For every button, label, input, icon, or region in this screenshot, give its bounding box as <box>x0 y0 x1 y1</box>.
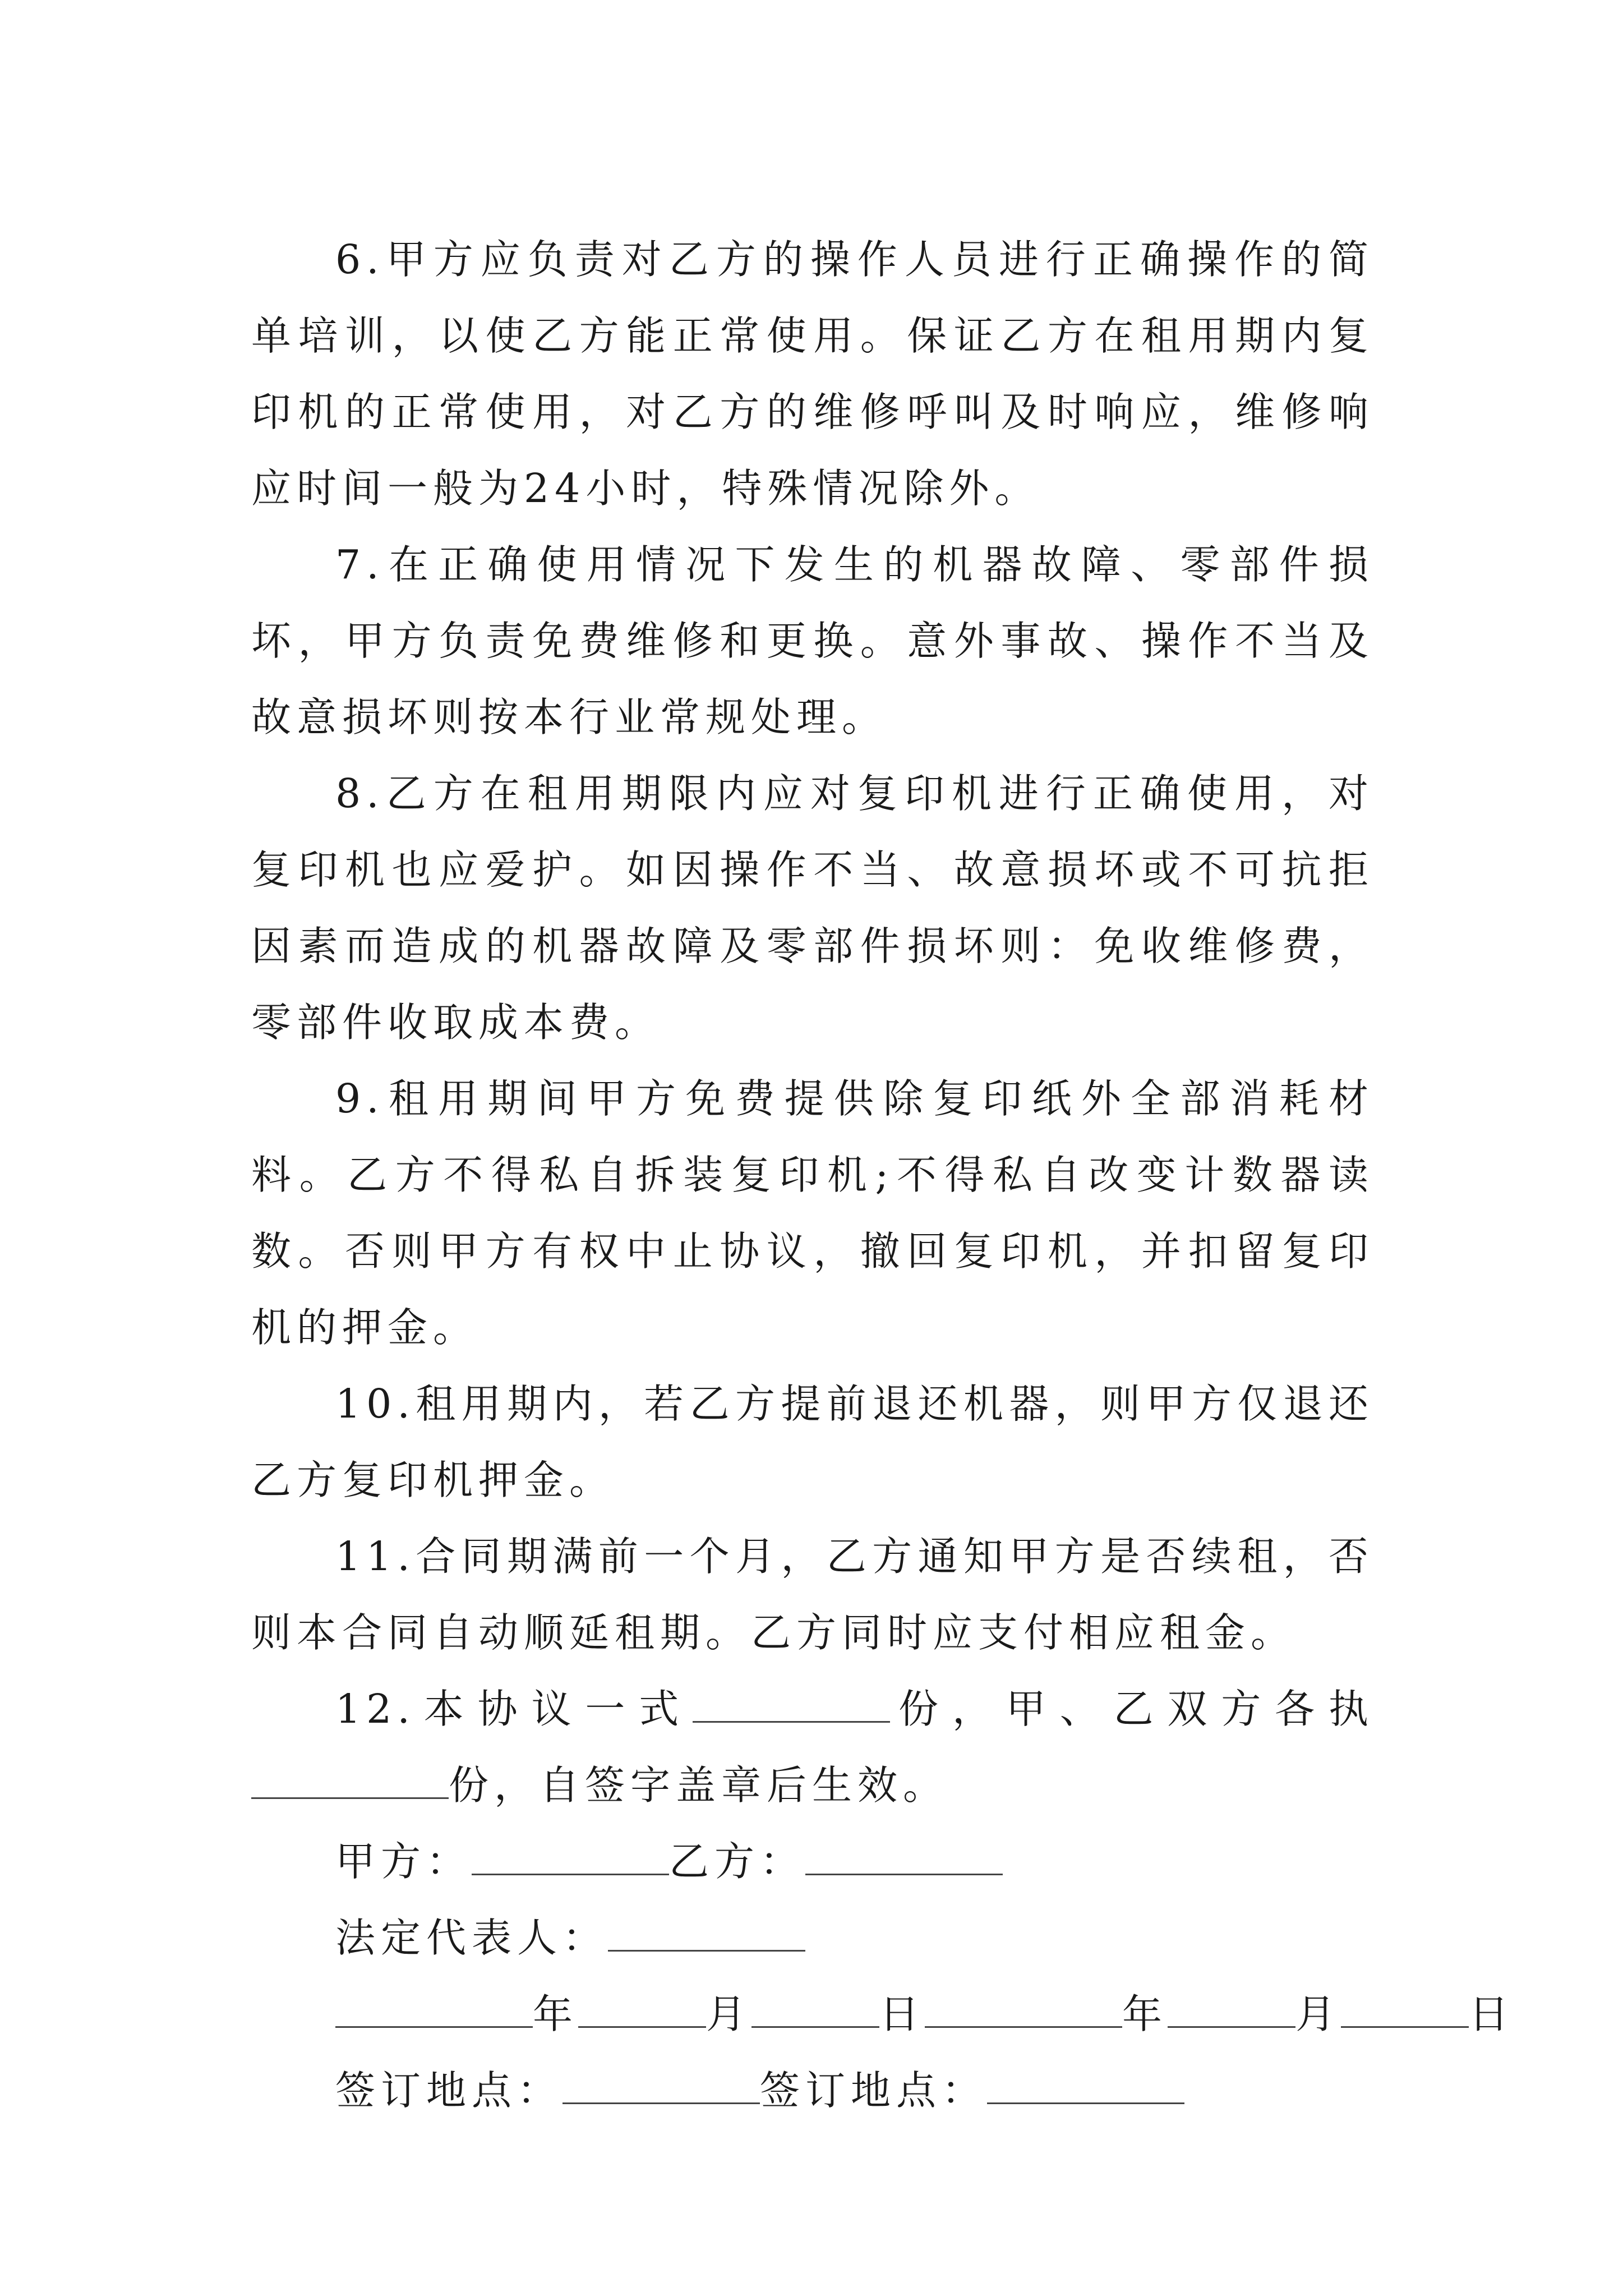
clause-6: 6.甲方应负责对乙方的操作人员进行正确操作的简单培训，以使乙方能正常使用。保证乙方在租用期内复印机的正常使用，对乙方的维修呼叫及时响应，维修响应时间一般为24小时，特殊情况除外。 <box>251 236 1374 512</box>
legal-rep-line <box>251 1900 1374 1976</box>
date-a-year-blank <box>335 1990 533 2028</box>
clause-7: 7.在正确使用情况下发生的机器故障、零部件损坏，甲方负责免费维修和更换。意外事故、操作不当及故意损坏则按本行业常规处理。 <box>251 541 1374 740</box>
clause-12 <box>251 1671 1374 1824</box>
date-b-day-label: 日 <box>1469 1991 1515 2037</box>
date-b-year-label: 年 <box>1122 1991 1168 2037</box>
date-a-day-label: 日 <box>879 1991 925 2037</box>
date-b-day-blank <box>1341 1990 1469 2028</box>
party-b-blank <box>805 1838 1003 1875</box>
date-b-year-blank <box>925 1990 1122 2028</box>
party-a-blank <box>472 1838 669 1875</box>
date-a-day-blank <box>751 1990 879 2028</box>
legal-rep-label: 法定代表人： <box>335 1915 608 1961</box>
party-b-label: 乙方： <box>669 1838 806 1885</box>
signing-place-line <box>251 2053 1374 2129</box>
clause-10: 10.租用期内，若乙方提前退还机器，则甲方仅退还乙方复印机押金。 <box>251 1381 1374 1503</box>
date-a-year-label: 年 <box>533 1991 579 2037</box>
date-a-month-label: 月 <box>706 1991 752 2037</box>
clause-8: 8.乙方在租用期限内应对复印机进行正确使用，对复印机也应爱护。如因操作不当、故意损坏或不可抗拒因素而造成的机器故障及零部件损坏则：免收维修费，零部件收取成本费。 <box>251 770 1374 1046</box>
contract-body <box>251 222 1515 2129</box>
date-a-month-blank <box>578 1990 706 2028</box>
clause-12-prefix: 12.本协议一式 <box>335 1686 693 1732</box>
clause-9: 9.租用期间甲方免费提供除复印纸外全部消耗材料。乙方不得私自拆装复印机;不得私自改变计数器读数。否则甲方有权中止协议，撤回复印机，并扣留复印机的押金。 <box>251 1075 1374 1351</box>
clause-11: 11.合同期满前一个月，乙方通知甲方是否续租，否则本合同自动顺延租期。乙方同时应支付相应租金。 <box>251 1533 1374 1656</box>
date-b-month-label: 月 <box>1295 1991 1341 2037</box>
clause-12-suffix: 份，自签字盖章后生效。 <box>449 1762 949 1809</box>
place-b-label: 签订地点： <box>760 2067 988 2114</box>
place-a-blank <box>562 2067 760 2104</box>
party-a-label: 甲方： <box>335 1838 472 1885</box>
date-b-month-blank <box>1168 1990 1295 2028</box>
clause-12-middle: 份，甲、乙双方各执 <box>890 1686 1374 1732</box>
copies-each-blank <box>251 1761 449 1799</box>
legal-rep-blank <box>608 1914 805 1952</box>
place-a-label: 签订地点： <box>335 2067 563 2114</box>
date-line <box>251 1976 1515 2053</box>
parties-line <box>251 1824 1374 1900</box>
copies-total-blank <box>693 1685 890 1723</box>
place-b-blank <box>987 2067 1184 2104</box>
